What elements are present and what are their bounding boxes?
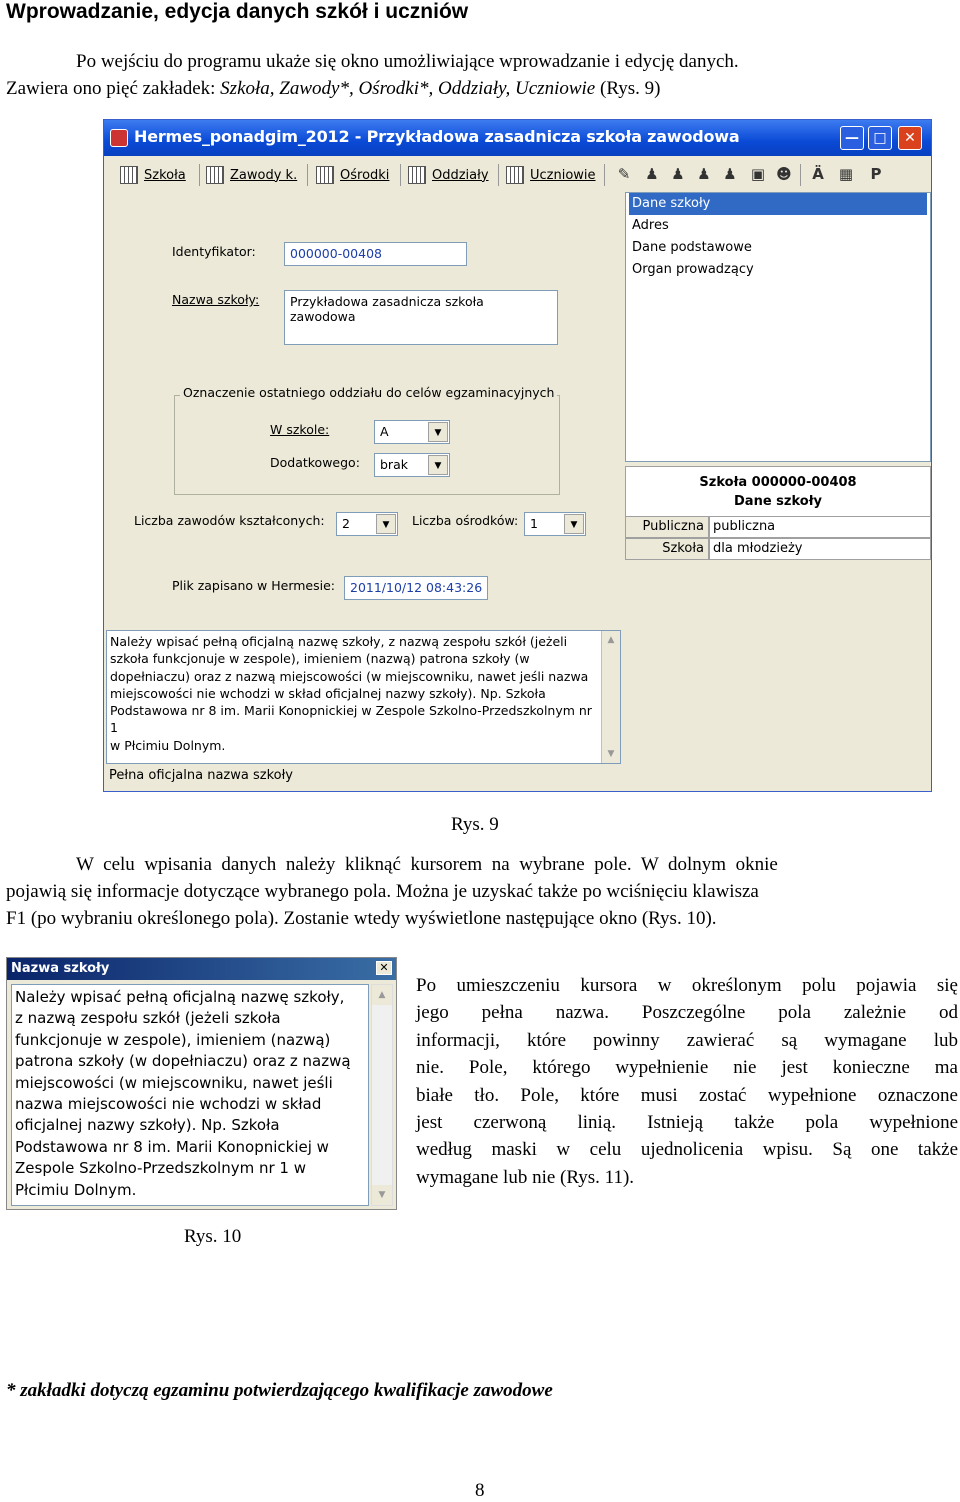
section-item-dane-szkoly[interactable]: Dane szkoły: [629, 193, 927, 215]
page-number: 8: [475, 1480, 485, 1501]
scroll-up-icon[interactable]: ▲: [372, 985, 392, 1005]
close-icon[interactable]: ✕: [898, 126, 922, 150]
hermes-window: [103, 119, 932, 792]
side-line: jest czerwoną linią. Istnieją także pola wypełnione: [416, 1112, 958, 1134]
saved-field: 2011/10/12 08:43:26: [344, 576, 488, 600]
scroll-down-icon[interactable]: ▼: [607, 749, 615, 759]
letter-a-icon[interactable]: Ä: [812, 165, 824, 183]
school-name-field[interactable]: Przykładowa zasadnicza szkoła zawodowa: [284, 290, 558, 345]
binoculars-icon[interactable]: ☻: [776, 165, 792, 183]
group-icon[interactable]: ♟: [723, 165, 737, 183]
intro-tab-names: Szkoła, Zawody*, Ośrodki*, Oddziały, Uczniowie: [220, 78, 596, 99]
chevron-down-icon[interactable]: ▼: [564, 514, 584, 534]
help-window-scrollbar[interactable]: [371, 984, 393, 1206]
osrodkow-label: Liczba ośrodków:: [412, 513, 519, 528]
save-icon[interactable]: ▣: [750, 165, 766, 183]
toolbar: [104, 156, 931, 192]
dodatkowego-select[interactable]: [374, 453, 450, 477]
tab-osrodki-label: Ośrodki: [340, 167, 390, 183]
intro-line-2-end: (Rys. 9): [595, 78, 661, 99]
zawodow-value: 2: [342, 516, 350, 531]
people-icon[interactable]: ♟: [645, 165, 659, 183]
chevron-down-icon[interactable]: ▼: [428, 455, 448, 475]
w-szkole-select[interactable]: [374, 420, 450, 444]
identifier-label: Identyfikator:: [172, 244, 256, 259]
help-scrollbar[interactable]: [601, 631, 620, 763]
toolbar-divider: [604, 164, 605, 186]
chevron-down-icon[interactable]: ▼: [376, 514, 396, 534]
close-icon[interactable]: ✕: [376, 961, 392, 975]
help-window-title: Nazwa szkoły: [7, 958, 396, 980]
remove-person-icon[interactable]: ♟: [697, 165, 711, 183]
grid-row: [625, 538, 931, 560]
scroll-down-icon[interactable]: ▼: [372, 1185, 392, 1205]
section-item-adres[interactable]: Adres: [632, 218, 669, 233]
dodatkowego-label: Dodatkowego:: [270, 455, 360, 470]
record-info-line-1: Szkoła 000000-00408: [699, 475, 857, 490]
zawodow-label: Liczba zawodów kształconych:: [134, 513, 325, 528]
grid-key: Publiczna: [625, 516, 709, 538]
grid-value[interactable]: dla młodzieży: [709, 538, 931, 560]
intro-line-2: [6, 75, 660, 102]
section-list: [625, 192, 931, 462]
side-line: Po umieszczeniu kursora w określonym polu pojawia się: [416, 975, 958, 996]
minimize-icon[interactable]: —: [840, 126, 864, 150]
toolbar-divider: [400, 164, 401, 186]
side-line: jego pełna nazwa. Poszczególne pola zależnie od: [416, 1002, 958, 1024]
grid-key: Szkoła: [625, 538, 709, 560]
last-class-group-title: Oznaczenie ostatniego oddziału do celów egzaminacyjnych: [180, 385, 557, 400]
tab-oddzialy[interactable]: [408, 162, 489, 188]
tab-oddzialy-label: Oddziały: [432, 167, 489, 183]
last-class-group: [174, 395, 560, 495]
page-heading: Wprowadzanie, edycja danych szkół i uczniów: [6, 0, 469, 23]
professions-icon: [206, 166, 224, 184]
para2-line-2: pojawią się informacje dotyczące wybranego pola. Można je uzyskać także po wciśnięciu klawisza: [6, 881, 759, 902]
book-icon[interactable]: ▦: [838, 165, 854, 183]
para2-line-1: W celu wpisania danych należy kliknąć kursorem na wybrane pole. W dolnym oknie: [76, 854, 778, 875]
status-bar-text: Pełna oficjalna nazwa szkoły: [109, 768, 293, 783]
side-line: białe tło. Pole, które musi zostać wypełnione oznaczone: [416, 1084, 958, 1106]
classes-icon: [408, 166, 426, 184]
saved-label: Plik zapisano w Hermesie:: [172, 578, 336, 593]
help-panel: [106, 630, 621, 764]
section-item-dane-podstawowe[interactable]: Dane podstawowe: [632, 240, 752, 255]
side-line: informacji, które powinny zawierać są wymagane lub: [416, 1029, 958, 1051]
maximize-icon[interactable]: □: [868, 126, 892, 150]
tab-osrodki[interactable]: [316, 162, 389, 188]
grid-value[interactable]: publiczna: [709, 516, 931, 538]
grid-row: [625, 516, 931, 538]
identifier-field[interactable]: 000000-00408: [284, 242, 467, 266]
tab-szkola[interactable]: [120, 162, 186, 188]
side-paragraph: [416, 972, 958, 1191]
school-name-label: Nazwa szkoły:: [172, 292, 260, 307]
add-person-icon[interactable]: ♟: [671, 165, 685, 183]
tab-zawody-label: Zawody k.: [230, 167, 298, 183]
w-szkole-label: W szkole:: [270, 422, 330, 437]
toolbar-divider: [498, 164, 499, 186]
centers-icon: [316, 166, 334, 184]
help-window: [6, 957, 397, 1210]
letter-p-icon[interactable]: P: [870, 165, 882, 183]
record-info: [625, 466, 931, 518]
side-line: nie. Pole, którego wypełnienie nie jest konieczne ma: [416, 1057, 958, 1079]
intro-line-2-start: Zawiera ono pięć zakładek:: [6, 78, 221, 99]
w-szkole-value: A: [380, 424, 389, 439]
tab-uczniowie[interactable]: [506, 162, 596, 188]
scroll-up-icon[interactable]: ▲: [607, 635, 615, 645]
window-title: Hermes_ponadgim_2012 - Przykładowa zasadnicza szkoła zawodowa: [134, 127, 740, 146]
help-window-text[interactable]: Należy wpisać pełną oficjalną nazwę szkoły, z nazwą zespołu szkół (jeżeli szkoła funkcjonuje w zespole), imieniem (nazwą) patrona szkoły (w dopełniaczu) oraz z nazwą miejscowości (w miejscowniku, nawet jeśli nazwa miejscowości nie wchodzi w skład oficjalnej nazwy szkoły). Np. Szkoła Podstawowa nr 8 im. Marii Konopnickiej w Zespole Szkolno-Przedszkolnym nr 1 w Płcimiu Dolnym.: [11, 984, 369, 1206]
tab-uczniowie-label: Uczniowie: [530, 167, 596, 183]
osrodkow-value: 1: [530, 516, 538, 531]
window-titlebar: [104, 120, 931, 156]
record-info-line-2: Dane szkoły: [734, 494, 822, 509]
tab-szkola-label: Szkoła: [144, 167, 186, 183]
intro-line-1: Po wejściu do programu ukaże się okno umożliwiające wprowadzanie i edycję danych.: [76, 51, 739, 72]
figure-caption-10: Rys. 10: [184, 1226, 242, 1247]
toolbar-divider: [800, 164, 801, 186]
school-icon: [120, 166, 138, 184]
help-text: Należy wpisać pełną oficjalną nazwę szkoły, z nazwą zespołu szkół (jeżeli szkoła funkcjonuje w zespole), imieniem (nazwą) patrona szkoły (w dopełniaczu) oraz z nazwą miejscowości (w miejscowniku, nawet jeśli nazwa miejscowości nie wchodzi w skład oficjalnej nazwy szkoły). Np. Szkoła Podstawowa nr 8 im. Marii Konopnickiej w Zespole Szkolno-Przedszkolnym nr 1 w Płcimiu Dolnym.: [110, 634, 592, 753]
chevron-down-icon[interactable]: ▼: [428, 422, 448, 442]
tab-zawody[interactable]: [206, 162, 297, 188]
para2-line-3: F1 (po wybraniu określonego pola). Zostanie wtedy wyświetlone następujące okno (Rys. 10).: [6, 908, 717, 929]
side-line: wymagane lub nie (Rys. 11).: [416, 1166, 635, 1188]
dodatkowego-value: brak: [380, 457, 408, 472]
app-icon: [110, 129, 128, 147]
grid-empty-area: [625, 560, 931, 630]
side-line: według maski w celu ujednolicenia wpisu. Są one także: [416, 1139, 958, 1161]
figure-caption-9: Rys. 9: [451, 814, 499, 835]
section-item-organ[interactable]: Organ prowadzący: [632, 262, 754, 277]
toolbar-divider: [307, 164, 308, 186]
toolbar-divider: [199, 164, 200, 186]
edit-icon[interactable]: ✎: [617, 165, 631, 183]
osrodkow-select[interactable]: [524, 512, 586, 536]
zawodow-select[interactable]: [336, 512, 398, 536]
students-icon: [506, 166, 524, 184]
footnote: * zakładki dotyczą egzaminu potwierdzającego kwalifikacje zawodowe: [6, 1380, 553, 1401]
